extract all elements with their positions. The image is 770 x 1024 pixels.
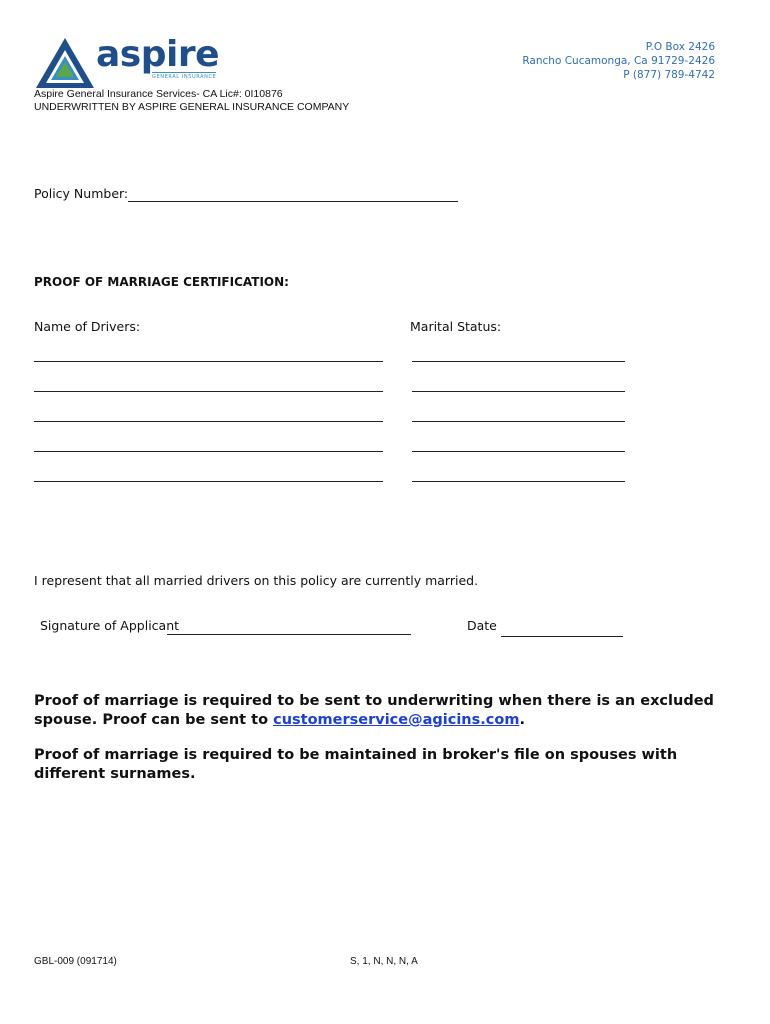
marital-status-field[interactable] — [412, 391, 625, 392]
form-code: GBL-009 (091714) — [34, 956, 117, 967]
form-flags: S, 1, N, N, N, A — [350, 956, 418, 967]
date-label: Date — [467, 618, 497, 633]
customer-service-email-link[interactable]: customerservice@agicins.com — [273, 712, 520, 728]
section-title: PROOF OF MARRIAGE CERTIFICATION: — [34, 275, 289, 289]
address-line: Rancho Cucamonga, Ca 91729-2426 — [522, 55, 715, 67]
drivers-column-label: Name of Drivers: — [34, 319, 141, 334]
notice-text: Proof of marriage is required to be sent to underwriting when there is an excluded spouse. Proof can be sent to — [34, 693, 714, 728]
marital-status-field[interactable] — [412, 361, 625, 362]
marital-status-field[interactable] — [412, 451, 625, 452]
marital-status-field[interactable] — [412, 421, 625, 422]
logo-wordmark: aspire — [96, 34, 219, 75]
date-field[interactable] — [501, 636, 623, 637]
driver-name-field[interactable] — [34, 481, 383, 482]
phone-line: P (877) 789-4742 — [623, 69, 715, 81]
company-address — [522, 40, 715, 82]
license-line: Aspire General Insurance Services- CA Lic#: 0I10876 — [34, 88, 283, 100]
signature-field[interactable] — [167, 634, 411, 635]
driver-name-field[interactable] — [34, 361, 383, 362]
underwritten-line: UNDERWRITTEN BY ASPIRE GENERAL INSURANCE COMPANY — [34, 101, 350, 113]
aspire-logo — [34, 36, 234, 92]
signature-label: Signature of Applicant — [40, 618, 180, 633]
representation-statement: I represent that all married drivers on this policy are currently married. — [34, 573, 479, 588]
broker-file-notice: Proof of marriage is required to be maintained in broker's file on spouses with different surnames. — [34, 747, 678, 782]
logo-tagline: GENERAL INSURANCE — [152, 74, 217, 80]
marital-status-field[interactable] — [412, 481, 625, 482]
status-column-label: Marital Status: — [410, 319, 502, 334]
underwriting-notice — [34, 692, 734, 730]
driver-name-field[interactable] — [34, 391, 383, 392]
policy-number-label: Policy Number: — [34, 186, 129, 201]
notice-end: . — [519, 712, 525, 728]
policy-number-field[interactable] — [128, 201, 458, 202]
address-line: P.O Box 2426 — [645, 41, 715, 53]
driver-name-field[interactable] — [34, 421, 383, 422]
driver-name-field[interactable] — [34, 451, 383, 452]
logo-triangle-icon — [34, 36, 96, 90]
